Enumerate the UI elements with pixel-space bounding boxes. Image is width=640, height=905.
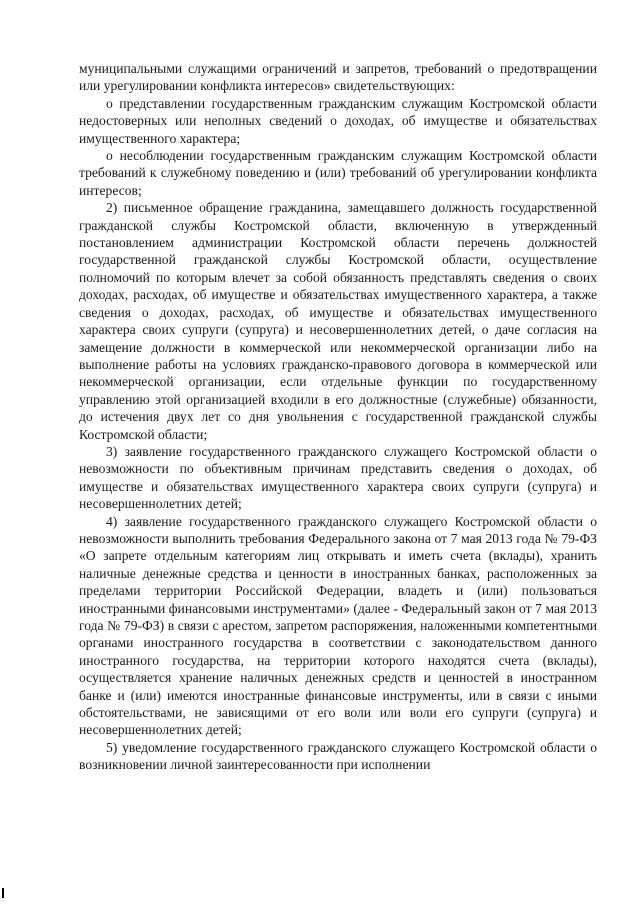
paragraph-continuation: муниципальными служащими ограничений и запретов, требований о предотвращении или урегулировании конфликта интересов» свидетельствующих:	[79, 61, 597, 94]
paragraph-item-5: 5) уведомление государственного гражданского служащего Костромской области о возникновении личной заинтересованности при исполнении	[79, 739, 597, 773]
document-body	[79, 60, 597, 774]
paragraph-subitem-noncompliance: о несоблюдении государственным гражданским служащим Костромской области требований к служебному поведению и (или) требований об урегулировании конфликта интересов;	[79, 148, 597, 198]
paragraph-item-4: 4) заявление государственного гражданского служащего Костромской области о невозможности выполнить требования Федерального закона от 7 мая 2013 года № 79-ФЗ «О запрете отдельным категориям лиц открывать и иметь счета (вклады), хранить наличные денежные средства и ценности в иностранных банках, расположенных за пределами территории Российской Федерации, владеть и (или) пользоваться иностранными финансовыми инструментами» (далее - Федеральный закон от 7 мая 2013 года № 79-ФЗ) в связи с арестом, запретом распоряжения, наложенными компетентными органами иностранного государства в соответствии с законодательством данного иностранного государства, на территории которого находятся счета (вклады), осуществляется хранение наличных денежных средств и ценностей в иностранном банке и (или) имеются иностранные финансовые инструменты, или в связи с иными обстоятельствами, не зависящими от его воли или воли его супруги (супруга) и несовершеннолетних детей;	[79, 513, 597, 738]
paragraph-item-3: 3) заявление государственного гражданского служащего Костромской области о невозможности по объективным причинам представить сведения о доходах, об имуществе и обязательствах имущественного характера своих супруги (супруга) и несовершеннолетних детей;	[79, 443, 597, 512]
scan-mark	[2, 888, 4, 898]
paragraph-subitem-unreliable-info: о представлении государственным гражданским служащим Костромской области недостоверных или неполных сведений о доходах, об имуществе и обязательствах имущественного характера;	[79, 95, 597, 146]
paragraph-item-2: 2) письменное обращение гражданина, замещавшего должность государственной гражданской службы Костромской области, включенную в утвержденный постановлением администрации Костромской области перечень должностей государственной гражданской службы Костромской области, осуществление полномочий по которым влечет за собой обязанность представлять сведения о своих доходах, расходах, об имуществе и обязательствах имущественного характера, а также сведения о доходах, расходах, об имуществе и обязательствах имущественного характера своих супруги (супруга) и несовершеннолетних детей, о даче согласия на замещение должности в коммерческой или некоммерческой организации либо на выполнение работы на условиях гражданско-правового договора в коммерческой или некоммерческой организации, если отдельные функции по государственному управлению этой организацией входили в его должностные (служебные) обязанности, до истечения двух лет со дня увольнения с государственной гражданской службы Костромской области;	[79, 200, 597, 442]
